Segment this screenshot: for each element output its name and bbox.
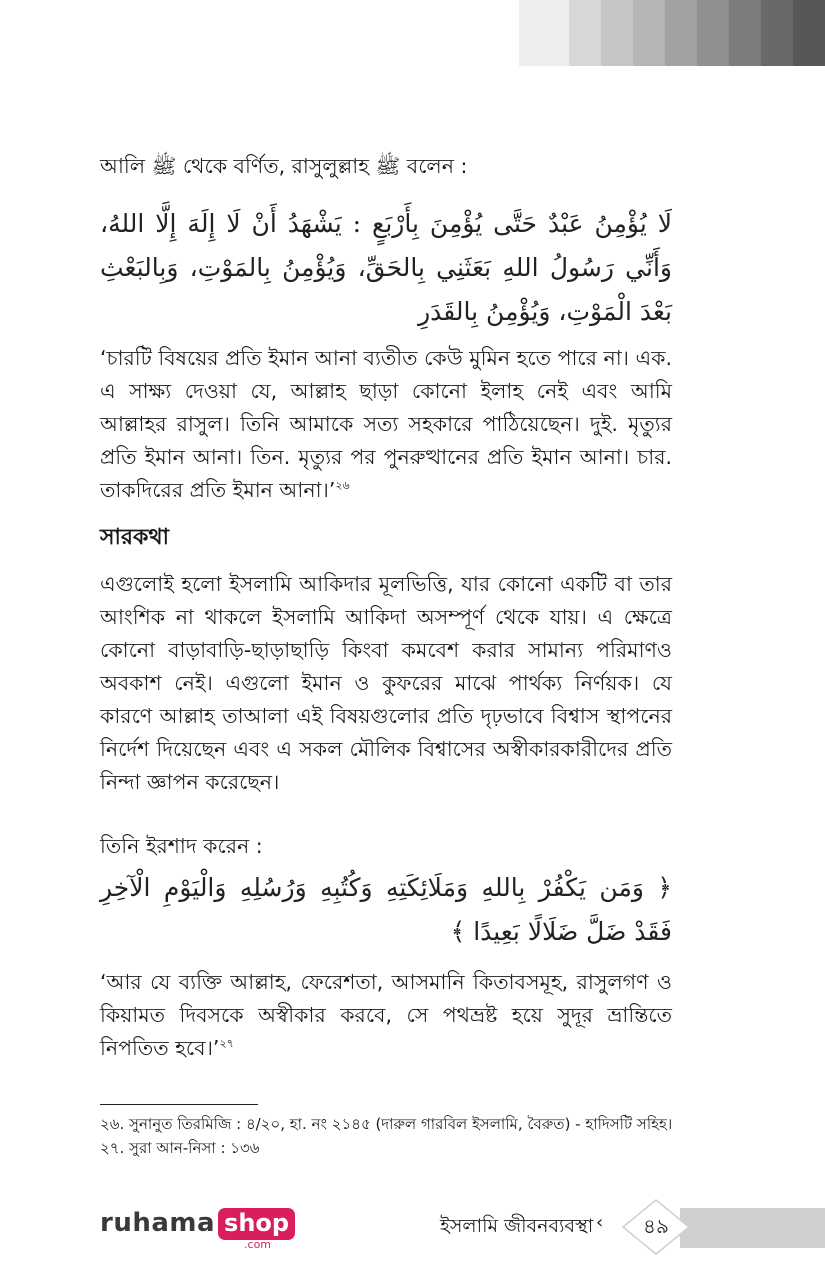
logo-word: ruhama <box>100 1208 216 1238</box>
hadith-translation-block <box>100 342 672 507</box>
header-bar <box>793 0 825 66</box>
section-body-block <box>100 568 672 799</box>
section-heading: সারকথা <box>100 525 170 550</box>
hadith-translation-text: ‘চারটি বিষয়ের প্রতি ইমান আনা ব্যতীত কেউ মুমিন হতে পারে না। এক. এ সাক্ষ্য দেওয়া যে, আল্লাহ ছাড়া কোনো ইলাহ নেই এবং আমি আল্লাহর রাসুল। তিনি আমাকে সত্য সহকারে পাঠিয়েছেন। দুই. মৃত্যুর প্রতি ইমান আনা। তিন. মৃত্যুর পর পুনরুত্থানের প্রতি ইমান আনা। চার. তাকদিরের প্রতি ইমান আনা।’ <box>100 346 672 502</box>
header-bar <box>761 0 793 66</box>
intro-block <box>100 150 672 183</box>
verse-arabic-text: ﴿ وَمَن يَكْفُرْ بِاللهِ وَمَلَائِكَتِهِ وَكُتُبِهِ وَرُسُلِهِ وَالْيَوْمِ الْآخِرِ فَقَدْ ضَلَّ ضَلَالًا بَعِيدًا ﴾ <box>100 873 672 946</box>
verse-lead-block <box>100 830 672 863</box>
header-bar <box>697 0 729 66</box>
intro-text: আলি ﷺ থেকে বর্ণিত, রাসুলুল্লাহ ﷺ বলেন : <box>100 154 468 178</box>
footnote-27: ২৭. সুরা আন-নিসা : ১৩৬ <box>100 1139 260 1157</box>
header-bar <box>569 0 601 66</box>
header-decoration-bars <box>519 0 825 66</box>
header-bar <box>665 0 697 66</box>
header-bar <box>729 0 761 66</box>
verse-arabic-block <box>100 866 672 954</box>
section-heading-block <box>100 520 672 557</box>
verse-translation-text: ‘আর যে ব্যক্তি আল্লাহ, ফেরেশতা, আসমানি কিতাবসমূহ, রাসুলগণ ও কিয়ামত দিবসকে অস্বীকার করবে, সে পথভ্রষ্ট হয়ে সুদূর ভ্রান্তিতে নিপতিত হবে।’ <box>100 970 672 1060</box>
footnote-divider <box>100 1104 258 1105</box>
hadith-arabic-block <box>100 202 672 334</box>
verse-translation-block <box>100 966 672 1065</box>
logo-shop-box <box>218 1208 295 1251</box>
footnotes-block <box>100 1112 700 1160</box>
header-bar <box>633 0 665 66</box>
footnote-ref-26[interactable]: ২৬ <box>335 479 350 493</box>
header-bar <box>519 0 569 66</box>
logo-shop: shop <box>218 1208 295 1240</box>
hadith-arabic-text: لَا يُؤْمِنُ عَبْدٌ حَتَّى يُؤْمِنَ بِأَرْبَعٍ : يَشْهَدُ أَنْ لَا إِلَهَ إِلَّا اللهُ، وَأَنِّي رَسُولُ اللهِ بَعَثَنِي بِالحَقِّ، وَيُؤْمِنُ بِالمَوْتِ، وَبِالبَعْثِ بَعْدَ الْمَوْتِ، وَيُؤْمِنُ بِالقَدَرِ <box>100 209 672 326</box>
page-number-bar <box>680 1208 825 1248</box>
page-number: ৪৯ <box>643 1214 669 1238</box>
verse-lead-text: তিনি ইরশাদ করেন : <box>100 834 263 858</box>
ruhamashop-logo[interactable] <box>100 1208 295 1251</box>
footnote-ref-27[interactable]: ২৭ <box>219 1037 234 1051</box>
header-bar <box>601 0 633 66</box>
footnote-26: ২৬. সুনানুত তিরমিজি : ৪/২০, হা. নং ২১৪৫ (দারুল গারবিল ইসলামি, বৈরুত) - হাদিসটি সহিহ। <box>100 1115 673 1133</box>
book-title: ইসলামি জীবনব্যবস্থা <box>440 1215 594 1237</box>
page-arrow-icon: ‹ <box>596 1212 604 1233</box>
verse-translation <box>100 966 672 1065</box>
hadith-translation <box>100 342 672 507</box>
section-body-text: এগুলোই হলো ইসলামি আকিদার মূলভিত্তি, যার কোনো একটি বা তার আংশিক না থাকলে ইসলামি আকিদা অসম্পূর্ণ থেকে যায়। এ ক্ষেত্রে কোনো বাড়াবাড়ি-ছাড়াছাড়ি কিংবা কমবেশ করার সামান্য পরিমাণও অবকাশ নেই। এগুলো ইমান ও কুফরের মাঝে পার্থক্য নির্ণয়ক। যে কারণে আল্লাহ তাআলা এই বিষয়গুলোর প্রতি দৃঢ়ভাবে বিশ্বাস স্থাপনের নির্দেশ দিয়েছেন এবং এ সকল মৌলিক বিশ্বাসের অস্বীকারকারীদের প্রতি নিন্দা জ্ঞাপন করেছেন। <box>100 572 672 794</box>
logo-domain: .com <box>244 1238 272 1251</box>
